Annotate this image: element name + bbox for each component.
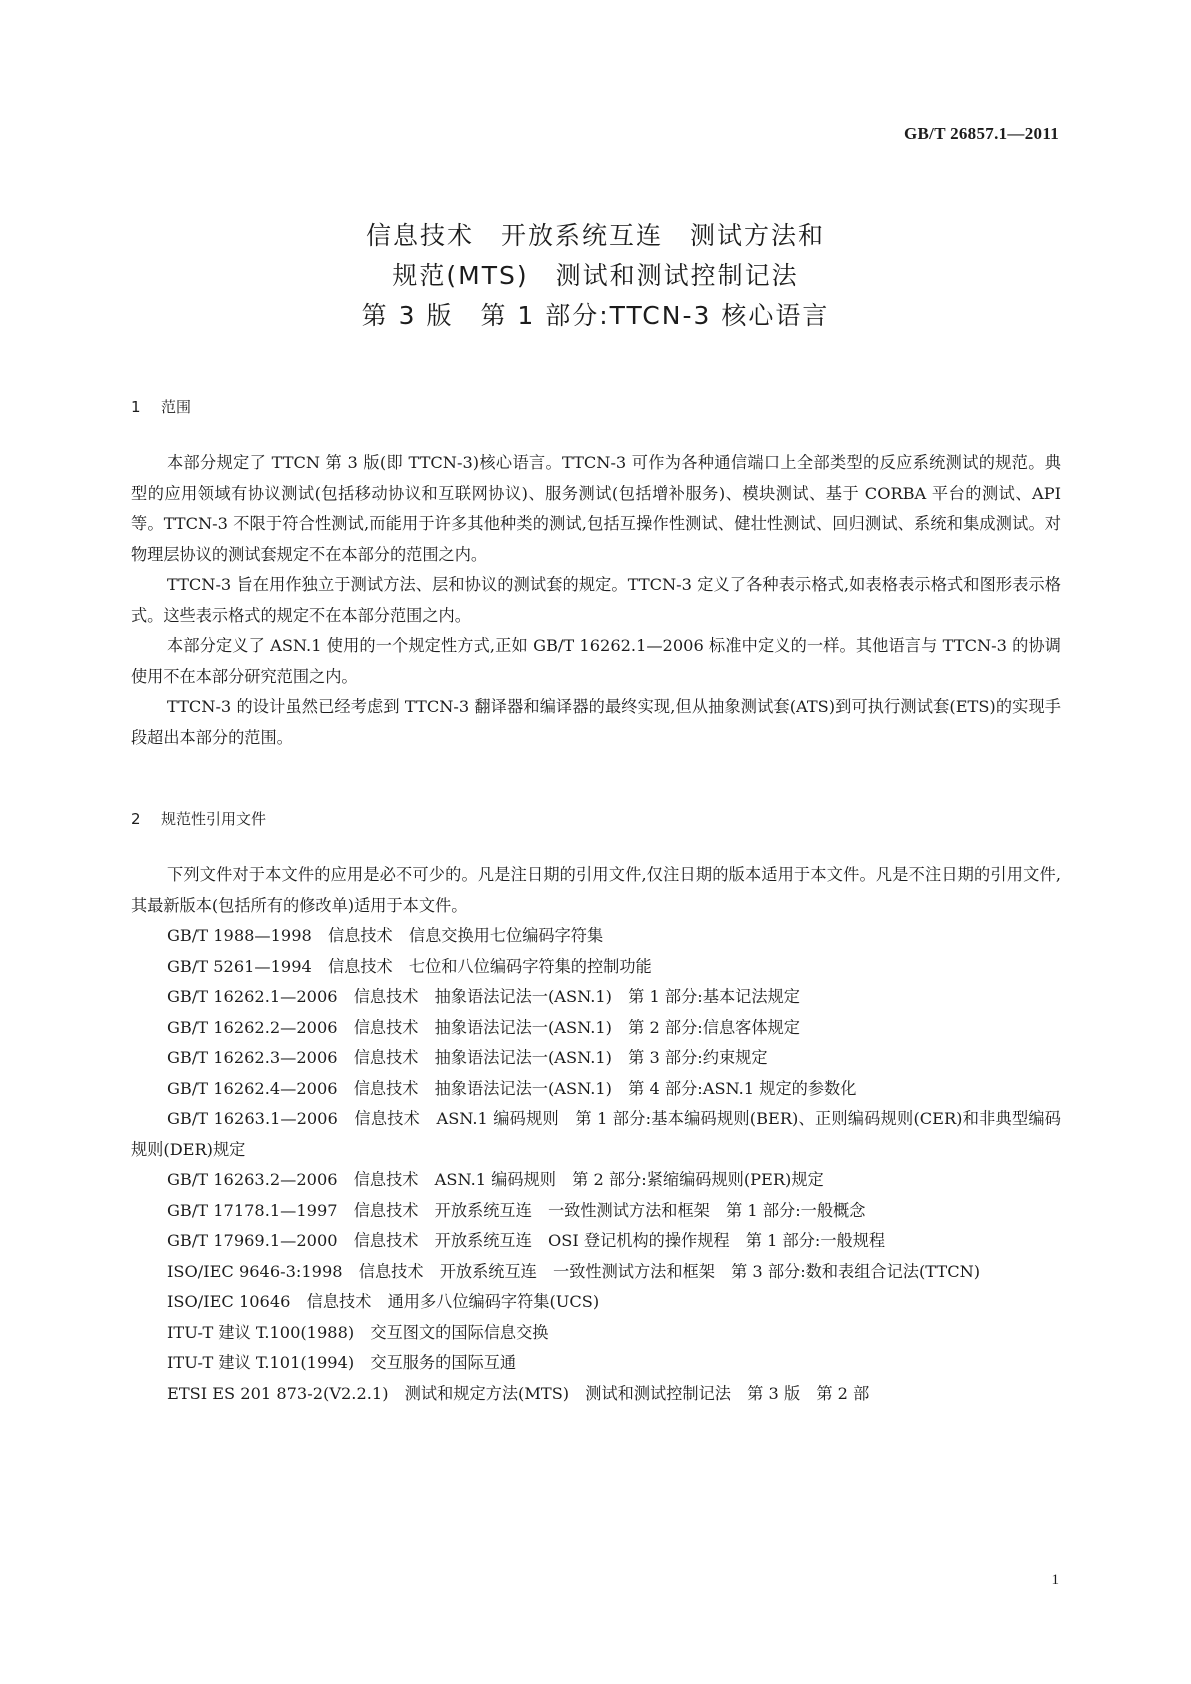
standard-number: GB/T 26857.1—2011 <box>904 124 1059 143</box>
paragraph: 本部分规定了 TTCN 第 3 版(即 TTCN-3)核心语言。TTCN-3 可作为各种通信端口上全部类型的反应系统测试的规范。典型的应用领域有协议测试(包括移动协议和互联网协议)、服务测试(包括增补服务)、模块测试、基于 CORBA 平台的测试、API 等。TTCN-3 不限于符合性测试,而能用于许多其他种类的测试,包括互操作性测试、健壮性测试、回归测试、系统和集成测试。对物理层协议的测试套规定不在本部分的范围之内。 <box>131 453 1061 564</box>
section-2-heading <box>131 808 266 829</box>
document-title <box>0 216 1191 336</box>
section-1-title: 范围 <box>161 398 192 416</box>
reference-item: GB/T 1988—1998 信息技术 信息交换用七位编码字符集 <box>167 926 604 945</box>
reference-item: GB/T 16263.1—2006 信息技术 ASN.1 编码规则 第 1 部分:基本编码规则(BER)、正则编码规则(CER)和非典型编码规则(DER)规定 <box>131 1109 1061 1159</box>
section-1-heading <box>131 396 191 417</box>
reference-item: ISO/IEC 9646-3:1998 信息技术 开放系统互连 一致性测试方法和框架 第 3 部分:数和表组合记法(TTCN) <box>167 1261 981 1281</box>
section-2-number: 2 <box>131 810 141 828</box>
title-line-1: 信息技术 开放系统互连 测试方法和 <box>365 221 825 250</box>
paragraph: 下列文件对于本文件的应用是必不可少的。凡是注日期的引用文件,仅注日期的版本适用于本文件。凡是不注日期的引用文件,其最新版本(包括所有的修改单)适用于本文件。 <box>131 865 1061 915</box>
reference-item: GB/T 5261—1994 信息技术 七位和八位编码字符集的控制功能 <box>167 956 652 976</box>
reference-item: ITU-T 建议 T.100(1988) 交互图文的国际信息交换 <box>167 1322 549 1342</box>
section-2-title: 规范性引用文件 <box>161 810 267 828</box>
reference-item: GB/T 16262.1—2006 信息技术 抽象语法记法一(ASN.1) 第 1 部分:基本记法规定 <box>167 987 800 1006</box>
title-line-2: 规范(MTS) 测试和测试控制记法 <box>392 261 799 290</box>
reference-item: GB/T 16262.4—2006 信息技术 抽象语法记法一(ASN.1) 第 4 部分:ASN.1 规定的参数化 <box>167 1078 857 1098</box>
reference-item: ISO/IEC 10646 信息技术 通用多八位编码字符集(UCS) <box>167 1292 600 1311</box>
section-2-body <box>131 860 1061 1409</box>
reference-item: GB/T 16262.2—2006 信息技术 抽象语法记法一(ASN.1) 第 2 部分:信息客体规定 <box>167 1017 800 1037</box>
page-number: 1 <box>1051 1572 1059 1588</box>
section-1-number: 1 <box>131 398 141 416</box>
reference-item: ITU-T 建议 T.101(1994) 交互服务的国际互通 <box>167 1353 517 1372</box>
paragraph: TTCN-3 的设计虽然已经考虑到 TTCN-3 翻译器和编译器的最终实现,但从抽象测试套(ATS)到可执行测试套(ETS)的实现手段超出本部分的范围。 <box>131 697 1061 747</box>
paragraph: 本部分定义了 ASN.1 使用的一个规定性方式,正如 GB/T 16262.1—2006 标准中定义的一样。其他语言与 TTCN-3 的协调使用不在本部分研究范围之内。 <box>131 636 1061 686</box>
reference-item: GB/T 17969.1—2000 信息技术 开放系统互连 OSI 登记机构的操作规程 第 1 部分:一般规程 <box>167 1231 886 1250</box>
reference-item: GB/T 17178.1—1997 信息技术 开放系统互连 一致性测试方法和框架 第 1 部分:一般概念 <box>167 1200 866 1220</box>
section-1-body <box>131 448 1061 753</box>
paragraph: TTCN-3 旨在用作独立于测试方法、层和协议的测试套的规定。TTCN-3 定义了各种表示格式,如表格表示格式和图形表示格式。这些表示格式的规定不在本部分范围之内。 <box>131 575 1061 625</box>
reference-item: GB/T 16263.2—2006 信息技术 ASN.1 编码规则 第 2 部分:紧缩编码规则(PER)规定 <box>167 1170 824 1189</box>
reference-item: GB/T 16262.3—2006 信息技术 抽象语法记法一(ASN.1) 第 3 部分:约束规定 <box>167 1048 768 1067</box>
title-line-3: 第 3 版 第 1 部分:TTCN-3 核心语言 <box>361 301 830 330</box>
reference-item: ETSI ES 201 873-2(V2.2.1) 测试和规定方法(MTS) 测试和测试控制记法 第 3 版 第 2 部 <box>167 1383 870 1403</box>
